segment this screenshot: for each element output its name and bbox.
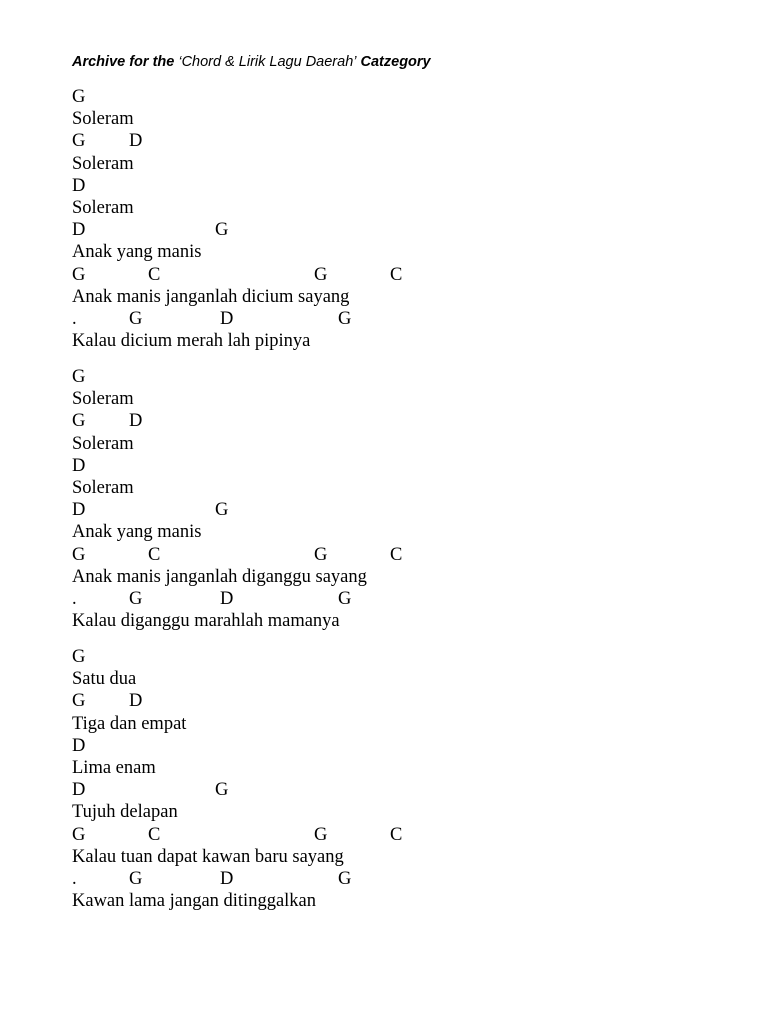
chord-line bbox=[72, 366, 732, 388]
chord: C bbox=[148, 544, 161, 565]
chord-line bbox=[72, 690, 732, 712]
chord: D bbox=[220, 588, 234, 609]
chord-line bbox=[72, 646, 732, 668]
chord: G bbox=[72, 647, 86, 667]
chord-line bbox=[72, 868, 732, 890]
chord: C bbox=[148, 824, 161, 845]
verse-3 bbox=[72, 646, 732, 912]
chord: G bbox=[72, 264, 86, 285]
chord: G bbox=[72, 87, 86, 107]
lyric-line: Lima enam bbox=[72, 757, 156, 778]
chord: C bbox=[390, 264, 403, 285]
chord: G bbox=[72, 367, 86, 387]
chord: D bbox=[220, 308, 234, 329]
chord: G bbox=[72, 544, 86, 565]
chord: G bbox=[129, 308, 143, 329]
lyric-line: Tujuh delapan bbox=[72, 802, 178, 823]
chord: D bbox=[129, 691, 143, 712]
chord-line bbox=[72, 499, 732, 521]
chord-line bbox=[72, 410, 732, 432]
chord: G bbox=[338, 868, 352, 889]
chord: D bbox=[129, 411, 143, 432]
lyric-line: Soleram bbox=[72, 197, 134, 218]
chord-line bbox=[72, 544, 732, 566]
chord-line bbox=[72, 455, 732, 477]
chord: G bbox=[338, 308, 352, 329]
lyric-line: Soleram bbox=[72, 389, 134, 410]
chord: G bbox=[72, 824, 86, 845]
chord-line bbox=[72, 175, 732, 197]
chord-marker: . bbox=[72, 588, 77, 609]
chord-marker: . bbox=[72, 308, 77, 329]
chord: G bbox=[314, 824, 328, 845]
archive-heading bbox=[72, 54, 431, 70]
chord-line bbox=[72, 779, 732, 801]
chord: C bbox=[390, 544, 403, 565]
heading-category: ‘Chord & Lirik Lagu Daerah’ bbox=[178, 54, 357, 70]
lyric-line: Kalau dicium merah lah pipinya bbox=[72, 331, 311, 352]
chord: D bbox=[72, 500, 86, 521]
chord-line bbox=[72, 86, 732, 108]
chord: D bbox=[129, 131, 143, 152]
chord-marker: . bbox=[72, 868, 77, 889]
chord-line bbox=[72, 308, 732, 330]
chord: G bbox=[72, 411, 86, 432]
chord: G bbox=[215, 780, 229, 801]
chord: C bbox=[148, 264, 161, 285]
lyric-line: Soleram bbox=[72, 153, 134, 174]
lyric-line: Kawan lama jangan ditinggalkan bbox=[72, 891, 317, 912]
chord: G bbox=[215, 220, 229, 241]
chord: G bbox=[215, 500, 229, 521]
chord: G bbox=[314, 264, 328, 285]
chord: G bbox=[72, 691, 86, 712]
lyric-line: Soleram bbox=[72, 109, 134, 130]
lyric-line: Soleram bbox=[72, 433, 134, 454]
lyric-line: Anak manis janganlah dicium sayang bbox=[72, 286, 350, 307]
chord: G bbox=[129, 588, 143, 609]
chord-line bbox=[72, 219, 732, 241]
lyric-line: Satu dua bbox=[72, 669, 137, 690]
chord: G bbox=[314, 544, 328, 565]
chord: D bbox=[220, 868, 234, 889]
chord: G bbox=[129, 868, 143, 889]
chord-line bbox=[72, 264, 732, 286]
chord: D bbox=[72, 220, 86, 241]
chord-line bbox=[72, 824, 732, 846]
chord-line bbox=[72, 130, 732, 152]
verse-1 bbox=[72, 86, 732, 352]
lyric-line: Soleram bbox=[72, 477, 134, 498]
lyric-line: Anak yang manis bbox=[72, 522, 202, 543]
lyric-line: Kalau diganggu marahlah mamanya bbox=[72, 611, 340, 632]
heading-prefix: Archive for the bbox=[72, 54, 179, 70]
lyric-line: Kalau tuan dapat kawan baru sayang bbox=[72, 846, 344, 867]
chord: D bbox=[72, 175, 86, 196]
chord-line bbox=[72, 735, 732, 757]
chord: G bbox=[338, 588, 352, 609]
heading-suffix: Catzegory bbox=[356, 54, 431, 70]
chord: G bbox=[72, 131, 86, 152]
lyric-line: Anak yang manis bbox=[72, 242, 202, 263]
chord: D bbox=[72, 735, 86, 756]
chord: D bbox=[72, 780, 86, 801]
verse-2 bbox=[72, 366, 732, 632]
chord: D bbox=[72, 455, 86, 476]
chord-line bbox=[72, 588, 732, 610]
lyric-line: Tiga dan empat bbox=[72, 713, 187, 734]
lyric-line: Anak manis janganlah diganggu sayang bbox=[72, 566, 367, 587]
chord: C bbox=[390, 824, 403, 845]
